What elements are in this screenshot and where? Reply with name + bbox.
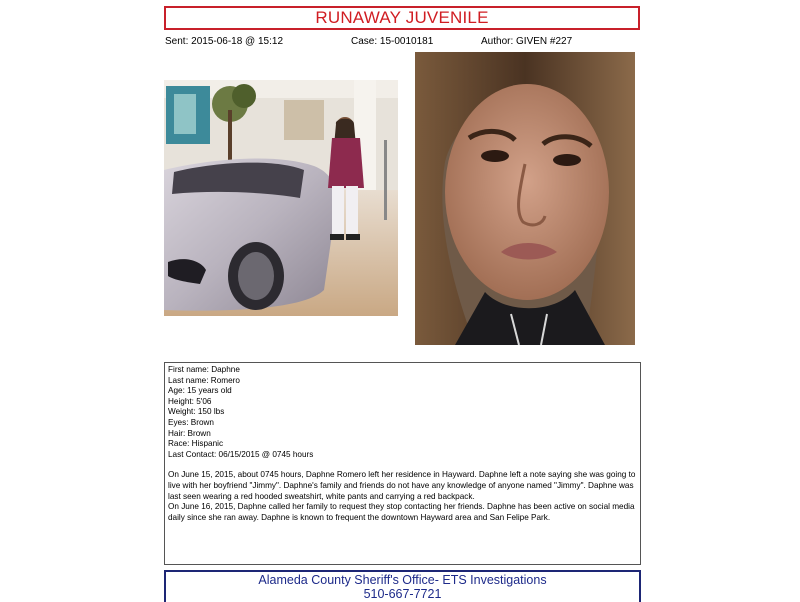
agency-footer (164, 570, 641, 602)
height: Height: 5'06 (168, 396, 212, 406)
subject-details (164, 362, 641, 565)
photo-selfie-closeup (415, 52, 635, 345)
last-contact: Last Contact: 06/15/2015 @ 0745 hours (168, 449, 314, 459)
eyes: Eyes: Brown (168, 417, 214, 427)
race: Race: Hispanic (168, 439, 224, 449)
author: Author: GIVEN #227 (481, 36, 573, 47)
title-banner (164, 6, 640, 30)
weight: Weight: 150 lbs (168, 407, 225, 417)
first-name: First name: Daphne (168, 365, 240, 374)
page-title: RUNAWAY JUVENILE (315, 8, 489, 27)
age: Age: 15 years old (168, 386, 232, 396)
agency-phone: 510-667-7721 (363, 587, 442, 601)
sent-timestamp: Sent: 2015-06-18 @ 15:12 (165, 36, 284, 47)
last-name: Last name: Romero (168, 375, 240, 385)
incident-paragraph-1: On June 15, 2015, about 0745 hours, Daphne Romero left her residence in Hayward. Daphne left a note saying she was going to live with her boyfriend "Jimmy". Daphne's family and friends do not have any knowledge of anyone named "Jimmy". Daphne was last seen wearing a red hooded sweatshirt, white pants and carrying a red backpack. (168, 470, 636, 501)
photo-selfie-closeup-image (415, 52, 635, 345)
photo-standing-by-car-image (164, 80, 398, 316)
hair: Hair: Brown (168, 428, 211, 438)
incident-paragraph-2: On June 16, 2015, Daphne called her family to request they stop contacting her friends. Daphne has been active on social media daily since she ran away. Daphne is known to frequent the downtown Hayward area and San Felipe Park. (168, 502, 635, 522)
agency-name: Alameda County Sheriff's Office- ETS Investigations (258, 573, 547, 587)
case-number: Case: 15-0010181 (351, 36, 434, 47)
photo-standing-by-car (164, 80, 398, 316)
